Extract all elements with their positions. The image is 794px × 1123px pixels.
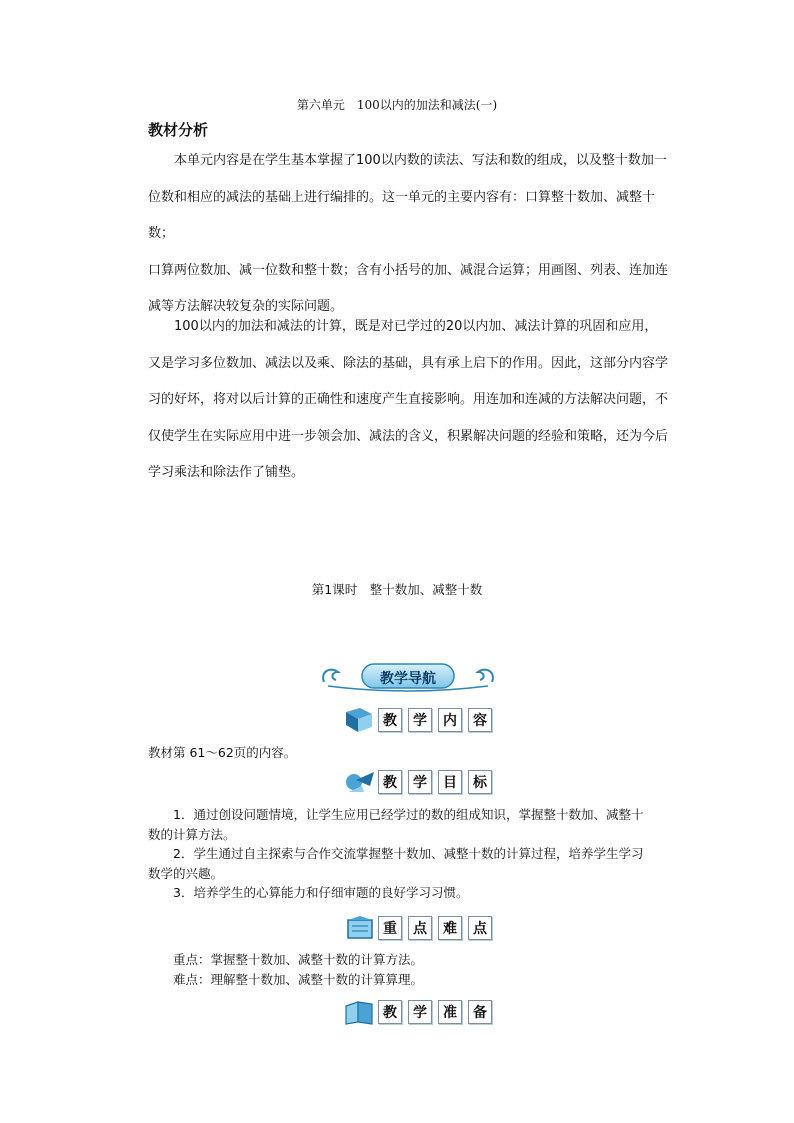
banner-title: 教学导航 [380,671,436,687]
header-char: 难 [438,916,462,940]
text-line: 2．学生通过自主探索与合作交流掌握整十数加、减整十数的计算过程，培养学生学习 [148,846,644,861]
analysis-paragraph-2 [148,309,676,492]
header-char: 学 [408,770,432,794]
text-line: 1．通过创设问题情境，让学生应用已经学过的数的组成知识，掌握整十数加、减整十 [148,807,644,822]
section-header-content [342,706,492,734]
content-text: 教材第 61～62页的内容。 [148,745,297,760]
text-line: 仅使学生在实际应用中进一步领会加、减法的含义，积累解决问题的经验和策略，还为今后 [148,428,669,444]
header-char: 内 [438,708,462,732]
text-line: 数的计算方法。 [148,826,236,842]
text-line: 数学的兴趣。 [148,865,224,881]
section-header-prep [342,998,492,1026]
section-heading-analysis: 教材分析 [148,121,209,139]
analysis-paragraph-1 [148,143,676,326]
section-header-goals [342,768,492,796]
key-points-icon [342,914,376,942]
header-char: 容 [468,708,492,732]
key-points-text [148,950,688,989]
header-char: 点 [408,916,432,940]
section-header-key-points [342,914,492,942]
text-line: 又是学习多位数加、减法以及乘、除法的基础，具有承上启下的作用。因此，这部分内容学 [148,355,669,371]
header-char: 准 [438,1000,462,1024]
text-line: 学习乘法和除法作了铺垫。 [148,465,305,480]
book-icon [342,706,376,734]
text-line: 口算两位数加、减一位数和整十数；含有小括号的加、减混合运算；用画图、列表、连加连 [148,262,669,278]
text-line: 位数和相应的减法的基础上进行编排的。这一单元的主要内容有：口算整十数加、减整十数； [148,189,656,241]
goals-text [148,805,688,903]
header-char: 教 [378,770,402,794]
header-char: 教 [378,1000,402,1024]
text-line: 重点：掌握整十数加、减整十数的计算方法。 [148,952,424,967]
notebook-icon [342,998,376,1026]
header-char: 备 [468,1000,492,1024]
text-line: 100以内的加法和减法的计算，既是对已学过的20以内加、减法计算的巩固和应用， [148,319,658,334]
text-line: 难点：理解整十数加、减整十数的计算算理。 [148,971,424,987]
header-char: 重 [378,916,402,940]
text-line: 3．培养学生的心算能力和仔细审题的良好学习习惯。 [148,885,469,900]
text-line: 减等方法解决较复杂的实际问题。 [148,299,344,314]
text-line: 本单元内容是在学生基本掌握了100以内数的读法、写法和数的组成，以及整十数加一 [148,153,667,168]
lesson-title: 第1课时 整十数加、减整十数 [311,582,483,597]
header-char: 学 [408,708,432,732]
header-char: 标 [468,770,492,794]
header-char: 点 [468,916,492,940]
text-line: 习的好坏，将对以后计算的正确性和速度产生直接影响。用连加和连减的方法解决问题，不 [148,392,669,407]
teaching-goal-icon [342,768,376,796]
header-char: 教 [378,708,402,732]
header-char: 学 [408,1000,432,1024]
header-char: 目 [438,770,462,794]
unit-title: 第六单元 100以内的加法和减法(一) [296,98,498,112]
